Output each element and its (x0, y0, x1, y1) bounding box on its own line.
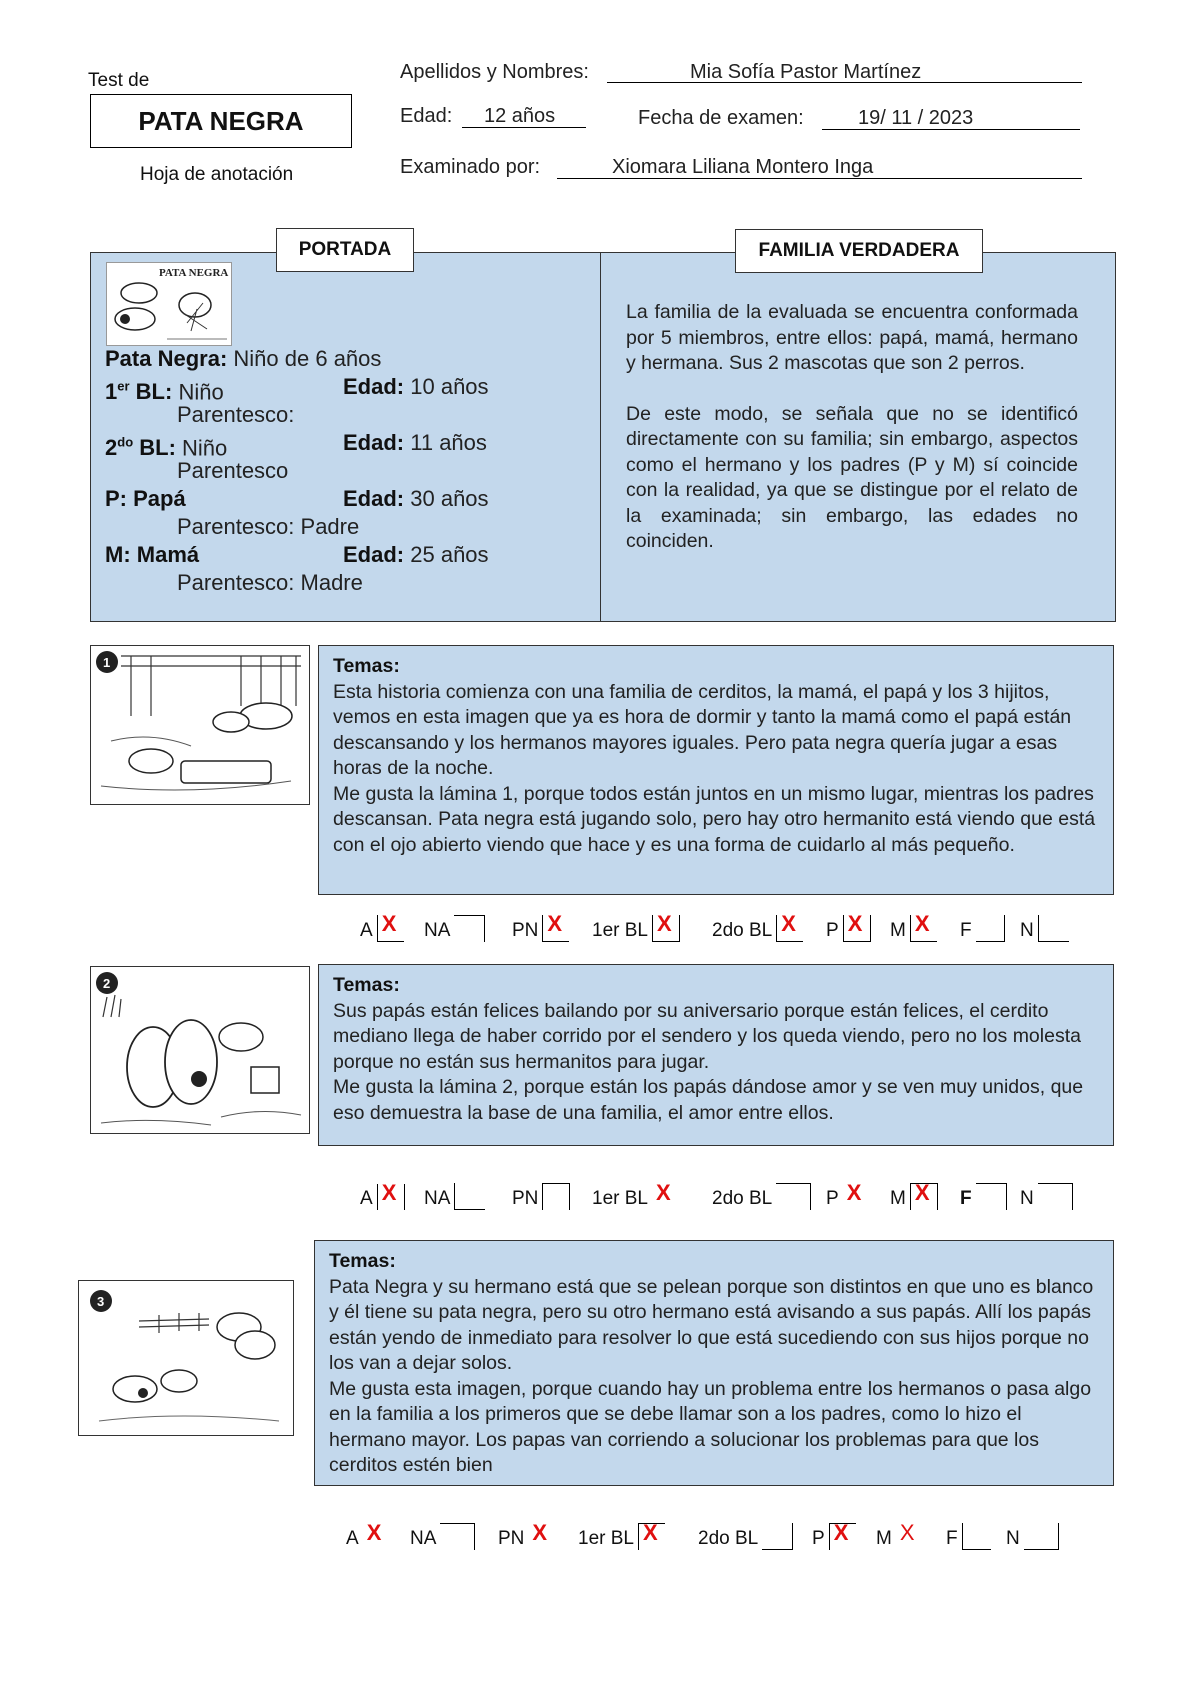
mark-f[interactable] (960, 912, 1005, 942)
mark-a[interactable] (346, 1520, 389, 1550)
apellidos-label: Apellidos y Nombres: (400, 61, 589, 83)
lamina-2-paragraph-2: Me gusta la lámina 2, porque están los papás dándose amor y se ven muy unidos, que eso demuestra la base de una familia, el amor entre ellos. (333, 1076, 1084, 1124)
lamina-1-temas-label: Temas: (333, 655, 400, 677)
portada-line-m (105, 541, 595, 569)
mark-1bl-x: X (642, 1520, 658, 1545)
m-edad-value: 25 años (410, 542, 489, 567)
mark-m-label: M (890, 1188, 906, 1209)
mark-1bl[interactable] (592, 912, 680, 942)
p-edad-label: Edad: (343, 486, 405, 511)
mark-a-x: X (366, 1520, 382, 1545)
mark-m-label: M (876, 1528, 892, 1549)
lamina-1-image (90, 645, 310, 805)
mark-n-label: N (1020, 920, 1034, 941)
m-edad-label: Edad: (343, 542, 405, 567)
mark-2bl-label: 2do BL (698, 1528, 759, 1549)
mark-f[interactable] (946, 1520, 991, 1550)
m-parentesco: Parentesco: Madre (177, 570, 363, 595)
1bl-edad-value: 10 años (410, 374, 489, 399)
mark-m-x: X (899, 1520, 915, 1545)
2bl-parentesco: Parentesco (177, 458, 289, 483)
mark-a-label: A (346, 1528, 359, 1549)
mark-p[interactable] (826, 1180, 869, 1210)
examinado-label: Examinado por: (400, 156, 541, 178)
lamina-2-number: 2 (103, 976, 111, 991)
mark-p-label: P (826, 920, 839, 941)
mark-p-x: X (847, 911, 863, 936)
portada-tab: PORTADA (276, 228, 414, 272)
apellidos-value: Mia Sofía Pastor Martínez (690, 61, 922, 83)
portada-cover-title: PATA NEGRA (159, 267, 229, 279)
mark-1bl[interactable] (578, 1520, 665, 1550)
portada-cover-image (106, 262, 232, 346)
lamina-1-temas (318, 645, 1114, 895)
mark-p[interactable] (812, 1520, 856, 1550)
edad-label: Edad: (400, 105, 453, 127)
mark-p-label: P (812, 1528, 825, 1549)
mark-na-label: NA (424, 920, 451, 941)
mark-p-x: X (833, 1520, 849, 1545)
lamina-3-temas (314, 1240, 1114, 1486)
mark-a[interactable] (360, 912, 404, 942)
p-edad-value: 30 años (410, 486, 489, 511)
mark-m[interactable] (876, 1520, 922, 1550)
lamina-2-illustration (91, 967, 309, 1133)
mark-f-label: F (960, 1188, 972, 1209)
lamina-3-image (78, 1280, 294, 1436)
lamina-3-temas-label: Temas: (329, 1250, 396, 1272)
subtitle: Hoja de anotación (140, 164, 294, 185)
1bl-parentesco: Parentesco: (177, 402, 295, 427)
mark-a[interactable] (360, 1180, 405, 1210)
lamina-3-number: 3 (97, 1294, 105, 1309)
mark-f[interactable] (960, 1180, 1007, 1210)
mark-1bl-label: 1er BL (578, 1528, 634, 1549)
mark-1bl-x: X (656, 911, 672, 936)
familia-paragraph-2: De este modo, se señala que no se identificó directamente con su familia; sin embargo, aspectos como el hermano y los padres (P y M) sí coincide con la realidad, ya que se distingue por el relato de la examinada; sin embargo, las edades no coinciden. (626, 402, 1078, 552)
mark-m-x: X (914, 911, 930, 936)
mark-n[interactable] (1020, 912, 1069, 942)
mark-m-label: M (890, 920, 906, 941)
mark-m-x: X (914, 1180, 930, 1205)
lamina-3-illustration (79, 1281, 293, 1435)
lamina-2-paragraph-1: Sus papás están felices bailando por su aniversario porque están felices, el cerdito mediano llega de haber corrido por el sendero y los queda viendo, pero no los molesta porque no están sus hermanitos para jugar. (333, 999, 1081, 1073)
mark-n[interactable] (1020, 1180, 1073, 1210)
mark-p[interactable] (826, 912, 871, 942)
p-label: P: Papá (105, 486, 186, 511)
lamina-3-marks (346, 1520, 1106, 1554)
lamina-2-temas-label: Temas: (333, 974, 400, 996)
mark-a-label: A (360, 1188, 373, 1209)
mark-pn-label: PN (512, 920, 539, 941)
mark-na[interactable] (410, 1520, 475, 1550)
mark-f-label: F (960, 920, 972, 941)
mark-n[interactable] (1006, 1520, 1059, 1550)
lamina-2-temas (318, 964, 1114, 1146)
mark-na[interactable] (424, 912, 485, 942)
mark-pn-label: PN (512, 1188, 539, 1209)
mark-a-label: A (360, 920, 373, 941)
portada-line-2bl (105, 429, 595, 461)
portada-line-pn (105, 345, 595, 373)
lamina-1-paragraph-1: Esta historia comienza con una familia de cerditos, la mamá, el papá y los 3 hijitos, vemos en esta imagen que ya es hora de dormir y tanto la mamá como el papá están descansando y los hermanos mayores iguales. Pero pata negra quería jugar a esas horas de la noche. (333, 680, 1072, 779)
mark-2bl-x: X (781, 911, 796, 936)
fecha-value: 19/ 11 / 2023 (858, 107, 974, 129)
pn-value: Niño de 6 años (233, 346, 382, 371)
portada-details (105, 345, 595, 597)
mark-na[interactable] (424, 1180, 485, 1210)
mark-m[interactable] (890, 912, 937, 942)
mark-p-x: X (846, 1180, 862, 1205)
mark-pn-x: X (547, 911, 563, 936)
2bl-edad-value: 11 años (410, 430, 487, 455)
mark-na-label: NA (424, 1188, 451, 1209)
mark-m[interactable] (890, 1180, 938, 1210)
1bl-edad-label: Edad: (343, 374, 405, 399)
lamina-3-paragraph-2: Me gusta esta imagen, porque cuando hay un problema entre los hermanos o pasa algo en la familia a los primeros que se debe llamar son a los padres, como lo hizo el hermano mayor. Los papas van corriendo a solucionar los problemas para que los cerditos estén bien (329, 1377, 1092, 1476)
mark-n-label: N (1006, 1528, 1020, 1549)
1bl-label: 1er BL: (105, 379, 173, 405)
lamina-2-marks (360, 1180, 1120, 1214)
lamina-1-marks (360, 912, 1120, 946)
2bl-value: Niño (182, 435, 228, 461)
lamina-1-number: 1 (103, 655, 111, 670)
mark-2bl-label: 2do BL (712, 1188, 773, 1209)
pn-label: Pata Negra: (105, 346, 228, 371)
mark-pn[interactable] (512, 1180, 570, 1210)
mark-na-label: NA (410, 1528, 437, 1549)
mark-2bl[interactable] (712, 1180, 811, 1210)
1bl-value: Niño (178, 379, 224, 405)
2bl-label: $2^{do}$ BL: (105, 435, 176, 461)
portada-line-p (105, 485, 595, 513)
mark-1bl-label: 1er BL (592, 920, 648, 941)
mark-pn-x: X (532, 1520, 548, 1545)
test-title: PATA NEGRA (90, 94, 352, 148)
portada-line-1bl (105, 373, 595, 405)
mark-a-x: X (381, 911, 397, 936)
mark-1bl[interactable] (592, 1180, 678, 1210)
mark-f-label: F (946, 1528, 958, 1549)
mark-pn[interactable] (512, 912, 569, 942)
mark-pn[interactable] (498, 1520, 554, 1550)
mark-2bl[interactable] (698, 1520, 793, 1550)
examinado-value: Xiomara Liliana Montero Inga (612, 156, 874, 178)
lamina-1-illustration (91, 646, 309, 804)
lamina-2-image (90, 966, 310, 1134)
lamina-1-paragraph-2: Me gusta la lámina 1, porque todos están juntos en un mismo lugar, mientras los padres descansan. Pata negra está jugando solo, pero hay otro hermanito está viendo que está con el ojo abierto viendo que hace y es una forma de cuidarlo al más pequeño. (333, 782, 1096, 856)
p-parentesco: Parentesco: Padre (177, 514, 360, 539)
fecha-label: Fecha de examen: (638, 107, 804, 129)
mark-2bl[interactable] (712, 912, 803, 942)
familia-paragraph-1: La familia de la evaluada se encuentra conformada por 5 miembros, entre ellos: papá, mamá, hermano y hermana. Sus 2 mascotas que son 2 perros. (626, 301, 1078, 374)
lamina-3-paragraph-1: Pata Negra y su hermano está que se pelean porque son distintos en que uno es blanco y él tiene su pata negra, pero su otro hermano está avisando a sus papás. Allí los papás están yendo de inmediato para resolver lo que está sucediendo con sus hijos porque no los van a dejar solos. (329, 1275, 1094, 1374)
2bl-edad-label: Edad: (343, 430, 405, 455)
mark-1bl-label: 1er BL (592, 1188, 648, 1209)
mark-a-x: X (381, 1180, 397, 1205)
mark-1bl-x: X (655, 1180, 671, 1205)
test-de-label: Test de (88, 70, 150, 91)
edad-value: 12 años (484, 105, 556, 127)
familia-text (626, 300, 1078, 555)
mark-n-label: N (1020, 1188, 1034, 1209)
m-label: M: Mamá (105, 542, 200, 567)
familia-tab: FAMILIA VERDADERA (735, 229, 983, 273)
mark-pn-label: PN (498, 1528, 525, 1549)
mark-p-label: P (826, 1188, 839, 1209)
mark-2bl-label: 2do BL (712, 920, 773, 941)
